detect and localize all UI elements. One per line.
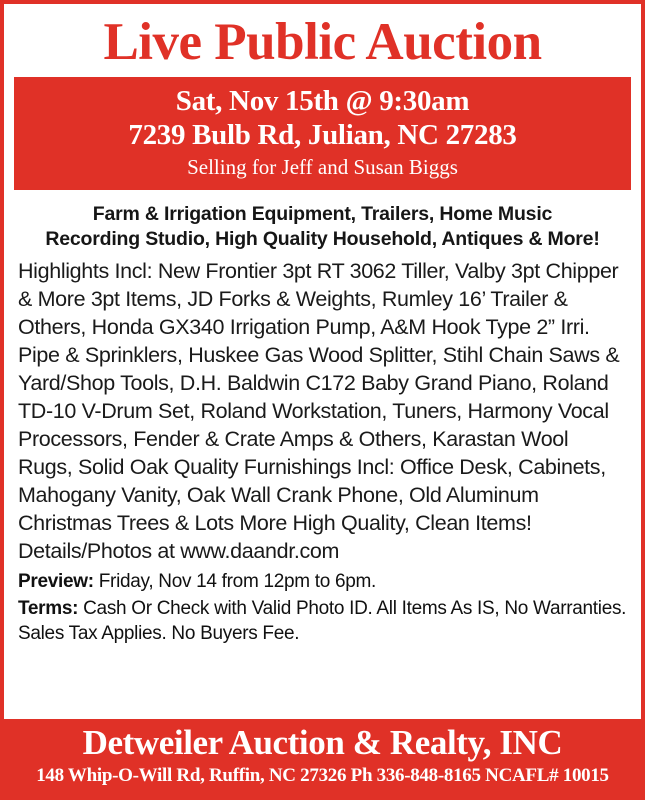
header-info-box [14, 77, 631, 190]
page-title: Live Public Auction [103, 13, 542, 71]
company-name: Detweiler Auction & Realty, INC [82, 723, 563, 763]
terms-note [4, 594, 641, 646]
highlights-text: Highlights Incl: New Frontier 3pt RT 3062 Tiller, Valby 3pt Chipper & More 3pt Items, JD Forks & Weights, Rumley 16’ Trailer & Others, Honda GX340 Irrigation Pump, A&M Hook Type 2” Irri. Pipe & Sprinklers, Huskee Gas Wood Splitter, Stihl Chain Saws & Yard/Shop Tools, D.H. Baldwin C172 Baby Grand Piano, Roland TD-10 V-Drum Set, Roland Workstation, Tuners, Harmony Vocal Processors, Fender & Crate Amps & Others, Karastan Wool Rugs, Solid Oak Quality Furnishings Incl: Office Desk, Cabinets, Mahogany Vanity, Oak Wall Crank Phone, Old Aluminum Christmas Trees & Lots More High Quality, Clean Items! Details/Photos at www.daandr.com [18, 259, 620, 563]
terms-text: Cash Or Check with Valid Photo ID. All Items As IS, No Warranties. Sales Tax Applies. No Buyers Fee. [18, 598, 627, 644]
preview-label: Preview: [18, 570, 94, 592]
auction-date-time: Sat, Nov 15th @ 9:30am [175, 85, 470, 117]
company-contact-info: 148 Whip-O-Will Rd, Ruffin, NC 27326 Ph 336-848-8165 NCAFL# 10015 [36, 765, 609, 787]
category-subheading-line-1: Farm & Irrigation Equipment, Trailers, Home Music [92, 203, 553, 226]
auction-selling-for: Selling for Jeff and Susan Biggs [187, 155, 458, 180]
auction-address: 7239 Bulb Rd, Julian, NC 27283 [128, 119, 517, 152]
category-subheading-line-2: Recording Studio, High Quality Household, Antiques & More! [45, 228, 600, 251]
footer-bar [4, 719, 641, 796]
preview-note [4, 566, 641, 595]
terms-label: Terms: [18, 598, 79, 620]
preview-text: Friday, Nov 14 from 12pm to 6pm. [98, 570, 377, 592]
category-subheading [4, 190, 641, 258]
